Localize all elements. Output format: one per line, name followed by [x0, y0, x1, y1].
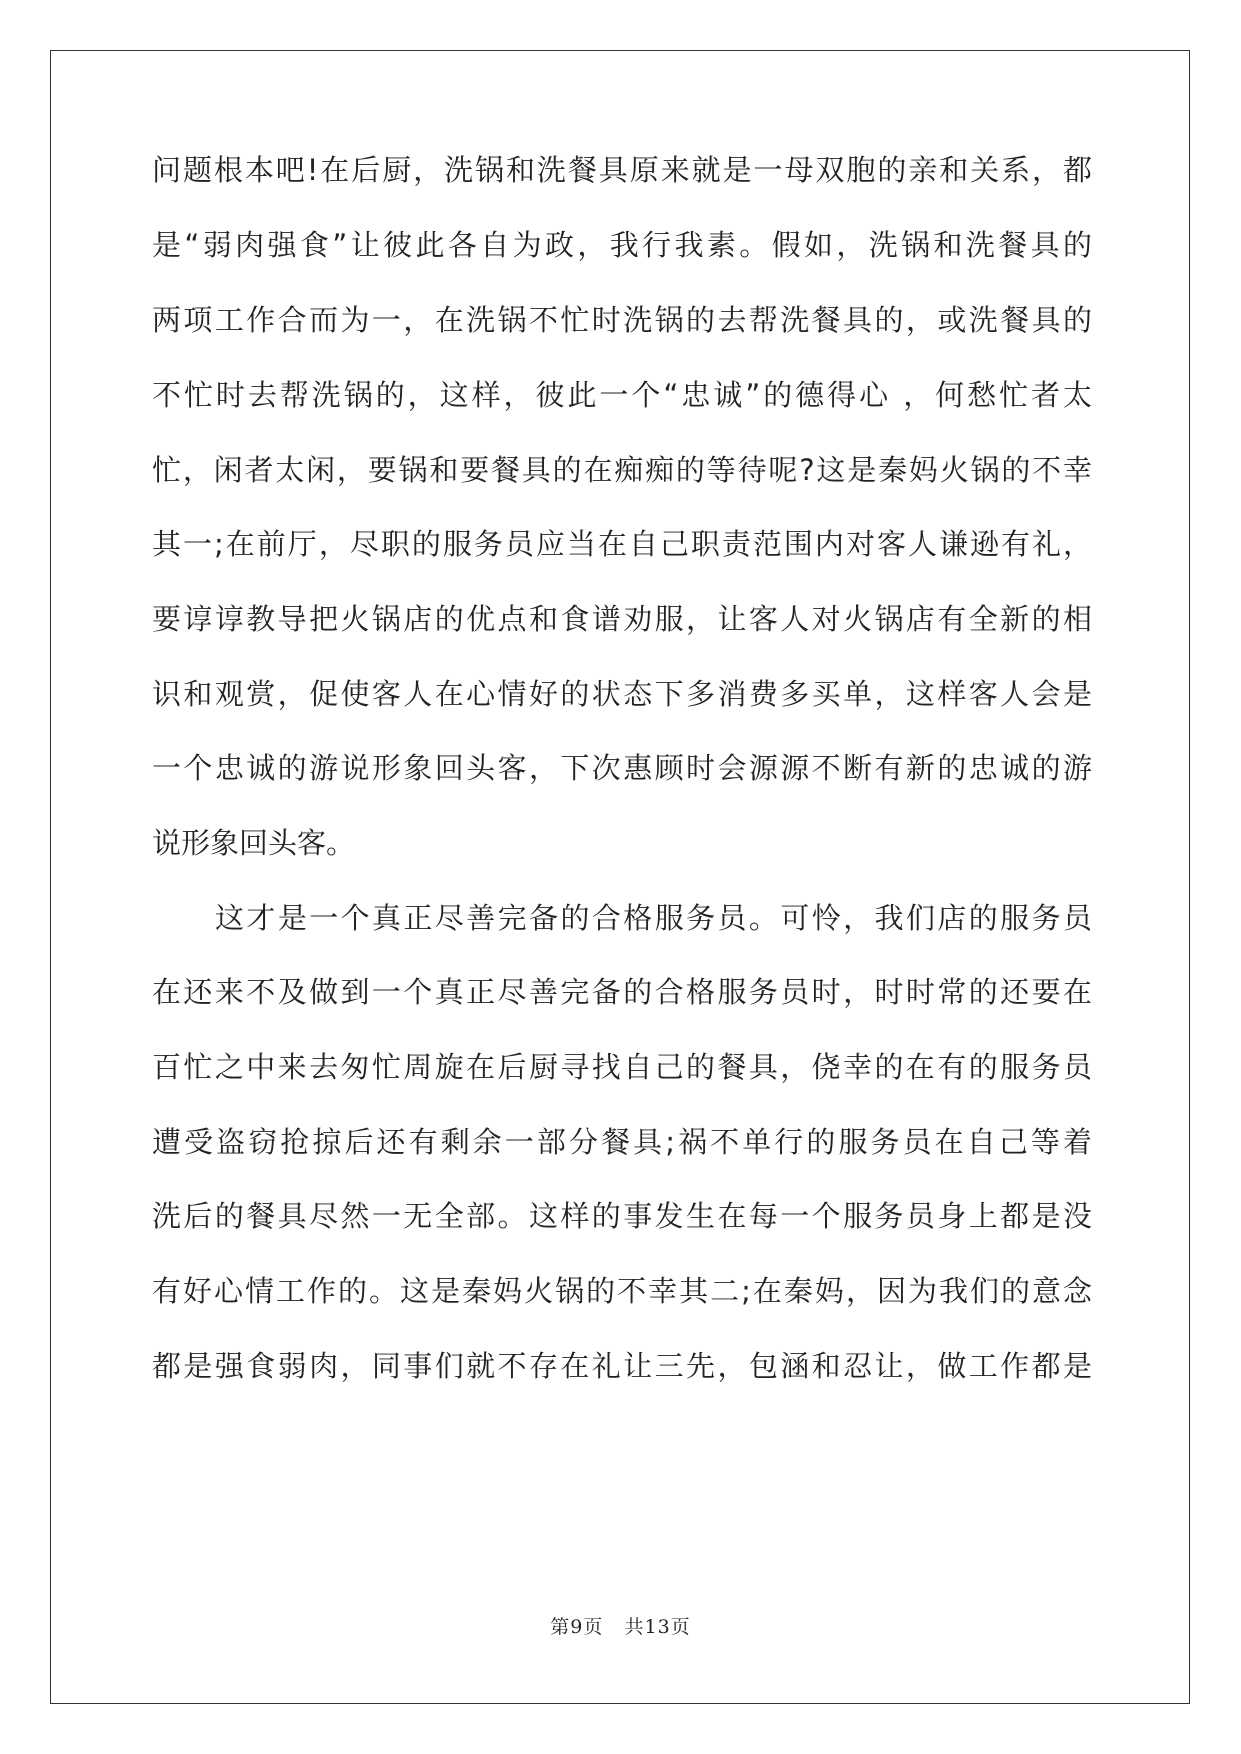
body-line-11: 这才是一个真正尽善完备的合格服务员。可怜，我们店的服务员 [215, 901, 1092, 935]
body-line-8: 识和观赏，促使客人在心情好的状态下多消费多买单，这样客人会是 [152, 677, 1092, 711]
body-line-9: 一个忠诚的游说形象回头客，下次惠顾时会源源不断有新的忠诚的游 [152, 751, 1092, 785]
body-line-17: 都是强食弱肉，同事们就不存在礼让三先，包涵和忍让，做工作都是 [152, 1349, 1092, 1383]
body-line-7: 要谆谆教导把火锅店的优点和食谱劝服，让客人对火锅店有全新的相 [152, 602, 1092, 636]
body-line-16: 有好心情工作的。这是秦妈火锅的不幸其二;在秦妈，因为我们的意念 [152, 1274, 1092, 1308]
body-line-13: 百忙之中来去匆忙周旋在后厨寻找自己的餐具，侥幸的在有的服务员 [152, 1050, 1092, 1084]
body-line-15: 洗后的餐具尽然一无全部。这样的事发生在每一个服务员身上都是没 [152, 1199, 1092, 1233]
body-line-5: 忙，闲者太闲，要锅和要餐具的在痴痴的等待呢?这是秦妈火锅的不幸 [152, 453, 1092, 487]
page-total: 共13页 [624, 1616, 691, 1638]
page-footer [0, 1612, 1241, 1639]
body-line-1: 问题根本吧!在后厨，洗锅和洗餐具原来就是一母双胞的亲和关系，都 [152, 153, 1092, 187]
body-line-2: 是“弱肉强食”让彼此各自为政，我行我素。假如，洗锅和洗餐具的 [152, 228, 1092, 262]
body-line-10: 说形象回头客。 [152, 826, 356, 860]
body-line-6: 其一;在前厅，尽职的服务员应当在自己职责范围内对客人谦逊有礼， [152, 527, 1092, 561]
body-line-4: 不忙时去帮洗锅的，这样，彼此一个“忠诚”的德得心 ，何愁忙者太 [152, 378, 1092, 412]
body-line-14: 遭受盗窃抢掠后还有剩余一部分餐具;祸不单行的服务员在自己等着 [152, 1125, 1092, 1159]
page-number: 第9页 [550, 1616, 604, 1638]
body-line-3: 两项工作合而为一，在洗锅不忙时洗锅的去帮洗餐具的，或洗餐具的 [152, 303, 1092, 337]
body-line-12: 在还来不及做到一个真正尽善完备的合格服务员时，时时常的还要在 [152, 975, 1092, 1009]
